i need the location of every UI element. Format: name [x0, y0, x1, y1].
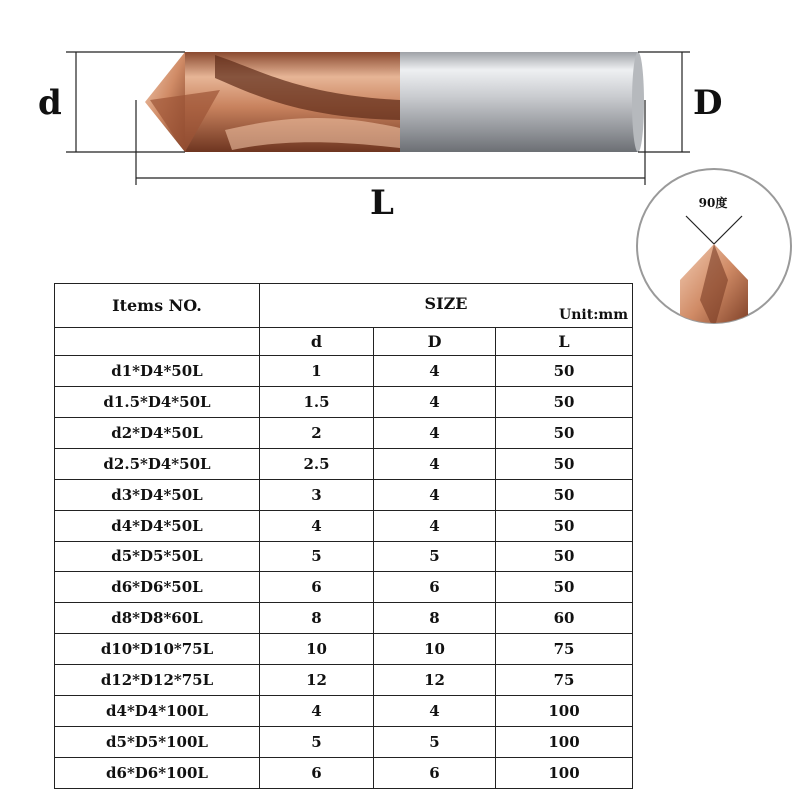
item-no-cell: d2*D4*50L [55, 417, 260, 448]
size-header [260, 284, 633, 328]
tool-shank [400, 52, 644, 152]
size-title: SIZE [424, 294, 468, 313]
table-row [55, 634, 633, 665]
d-cell: 6 [260, 572, 374, 603]
tip-angle-label: 90度 [698, 196, 728, 210]
D-cell: 12 [374, 665, 496, 696]
item-no-cell: d4*D4*50L [55, 510, 260, 541]
d-cell: 5 [260, 541, 374, 572]
D-cell: 8 [374, 603, 496, 634]
D-cell: 4 [374, 510, 496, 541]
table-row [55, 757, 633, 788]
D-cell: 4 [374, 448, 496, 479]
L-cell: 50 [496, 572, 633, 603]
col-header-D: D [374, 328, 496, 356]
D-cell: 6 [374, 757, 496, 788]
item-no-cell: d4*D4*100L [55, 696, 260, 727]
L-cell: 100 [496, 696, 633, 727]
d-cell: 1 [260, 356, 374, 387]
table-row [55, 386, 633, 417]
items-no-header: Items NO. [55, 284, 260, 328]
L-cell: 50 [496, 417, 633, 448]
L-cell: 75 [496, 634, 633, 665]
d-cell: 5 [260, 727, 374, 758]
D-cell: 10 [374, 634, 496, 665]
item-no-cell: d6*D6*50L [55, 572, 260, 603]
L-cell: 60 [496, 603, 633, 634]
item-no-cell: d5*D5*50L [55, 541, 260, 572]
L-cell: 50 [496, 479, 633, 510]
table-row [55, 603, 633, 634]
item-no-cell: d8*D8*60L [55, 603, 260, 634]
L-cell: 50 [496, 510, 633, 541]
L-cell: 50 [496, 541, 633, 572]
item-no-cell: d10*D10*75L [55, 634, 260, 665]
item-no-cell: d5*D5*100L [55, 727, 260, 758]
L-cell: 50 [496, 386, 633, 417]
dimension-label-L: L [370, 183, 394, 223]
d-cell: 1.5 [260, 386, 374, 417]
L-cell: 50 [496, 356, 633, 387]
unit-label: Unit:mm [559, 307, 629, 323]
dimension-label-D: D [693, 83, 723, 123]
L-cell: 100 [496, 727, 633, 758]
item-no-cell: d12*D12*75L [55, 665, 260, 696]
tool-coated-body [145, 52, 400, 152]
d-cell: 3 [260, 479, 374, 510]
dimension-label-d: d [38, 83, 62, 123]
D-cell: 4 [374, 386, 496, 417]
L-cell: 100 [496, 757, 633, 788]
d-cell: 4 [260, 696, 374, 727]
table-row [55, 356, 633, 387]
col-header-L: L [496, 328, 633, 356]
item-no-cell: d1*D4*50L [55, 356, 260, 387]
D-cell: 4 [374, 479, 496, 510]
d-cell: 12 [260, 665, 374, 696]
table-row [55, 541, 633, 572]
L-cell: 75 [496, 665, 633, 696]
items-subheader-blank [55, 328, 260, 356]
D-cell: 6 [374, 572, 496, 603]
D-cell: 4 [374, 356, 496, 387]
d-cell: 4 [260, 510, 374, 541]
item-no-cell: d6*D6*100L [55, 757, 260, 788]
size-spec-rows [55, 356, 633, 789]
D-cell: 4 [374, 417, 496, 448]
table-row [55, 665, 633, 696]
table-row [55, 727, 633, 758]
D-cell: 4 [374, 696, 496, 727]
item-no-cell: d2.5*D4*50L [55, 448, 260, 479]
table-row [55, 696, 633, 727]
d-cell: 10 [260, 634, 374, 665]
d-cell: 8 [260, 603, 374, 634]
table-row [55, 572, 633, 603]
table-row [55, 448, 633, 479]
d-cell: 6 [260, 757, 374, 788]
D-cell: 5 [374, 727, 496, 758]
D-cell: 5 [374, 541, 496, 572]
d-cell: 2 [260, 417, 374, 448]
col-header-d: d [260, 328, 374, 356]
table-row [55, 479, 633, 510]
L-cell: 50 [496, 448, 633, 479]
table-row [55, 417, 633, 448]
item-no-cell: d1.5*D4*50L [55, 386, 260, 417]
table-row [55, 510, 633, 541]
item-no-cell: d3*D4*50L [55, 479, 260, 510]
size-spec-table [54, 283, 633, 789]
d-cell: 2.5 [260, 448, 374, 479]
